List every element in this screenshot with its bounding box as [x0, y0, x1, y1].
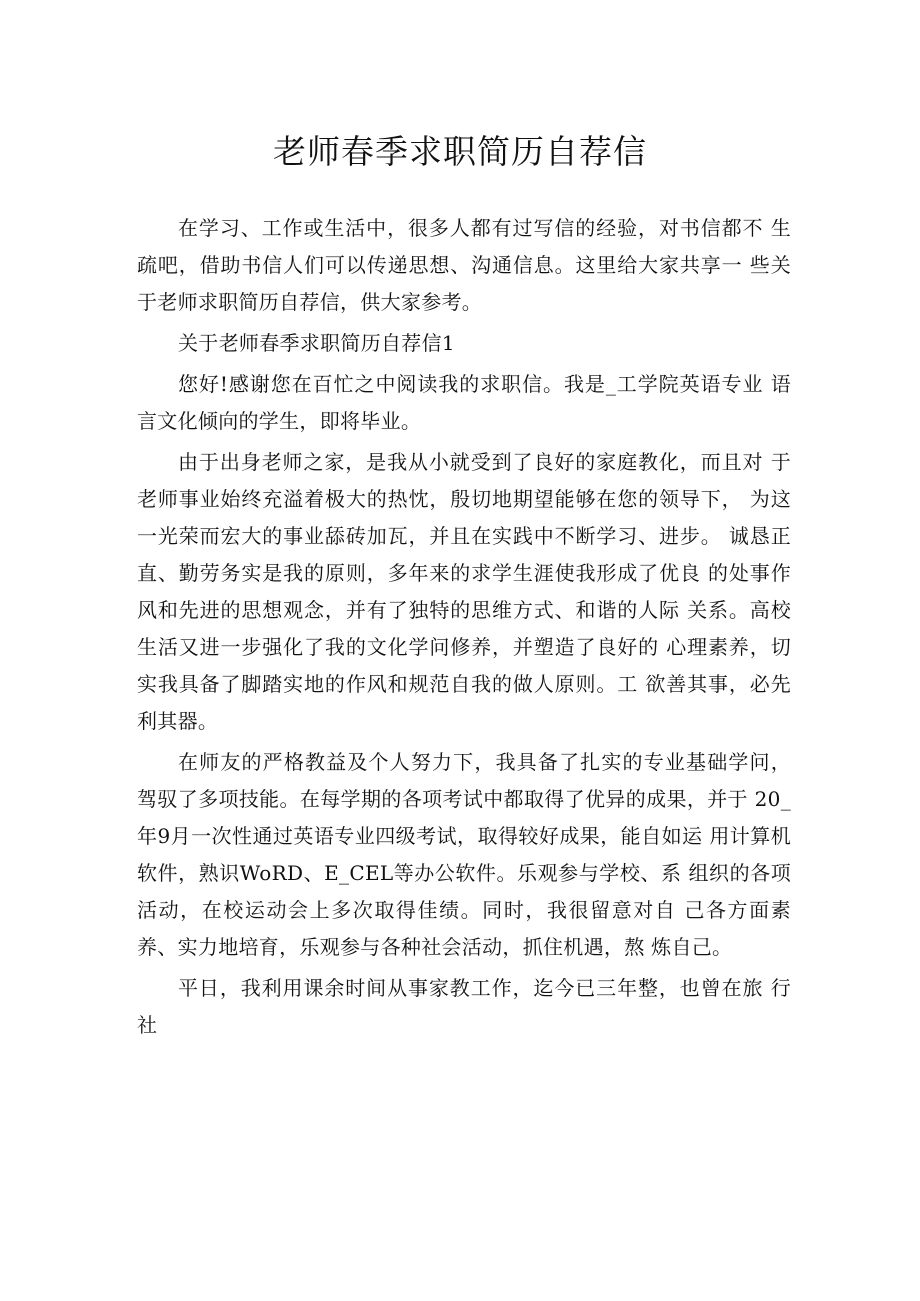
paragraph-intro: 在学习、工作或生活中，很多人都有过写信的经验，对书信都不 生疏吧，借助书信人们可以传递思想、沟通信息。这里给大家共享一 些关于老师求职简历自荐信，供大家参考。 — [137, 216, 791, 314]
paragraph-greeting: 您好!感谢您在百忙之中阅读我的求职信。我是_工学院英语专业 语言文化倾向的学生，即将毕业。 — [137, 372, 791, 433]
paragraph-background: 由于出身老师之家，是我从小就受到了良好的家庭教化，而且对 于老师事业始终充溢着极大的热忱，殷切地期望能够在您的领导下， 为这一光荣而宏大的事业舔砖加瓦，并且在实践中不断学习、进步。 诚恳正直、勤劳务实是我的原则，多年来的求学生涯使我形成了优良 的处事作风和先进的思想观念，并有了独特的思维方式、和谐的人际 关系。高校生活又进一步强化了我的文化学问修养，并塑造了良好的 心理素养，切实我具备了脚踏实地的作风和规范自我的做人原则。工 欲善其事，必先利其器。 — [137, 450, 791, 733]
document-title: 老师春季求职简历自荐信 — [273, 132, 647, 171]
section-heading: 关于老师春季求职简历自荐信1 — [178, 331, 455, 355]
document-body — [137, 210, 791, 1048]
paragraph-skills: 在师友的严格教益及个人努力下，我具备了扎实的专业基础学问， 驾驭了多项技能。在每学期的各项考试中都取得了优异的成果，并于 20_年9月一次性通过英语专业四级考试，取得较好成果，能自如运 用计算机软件，熟识WoRD、E_CEL等办公软件。乐观参与学校、系 组织的各项活动，在校运动会上多次取得佳绩。同时，我很留意对自 己各方面素养、实力地培育，乐观参与各种社会活动，抓住机遇，熬 炼自己。 — [137, 750, 791, 959]
paragraph-experience: 平日，我利用课余时间从事家教工作，迄今已三年整，也曾在旅 行社 — [137, 976, 791, 1037]
